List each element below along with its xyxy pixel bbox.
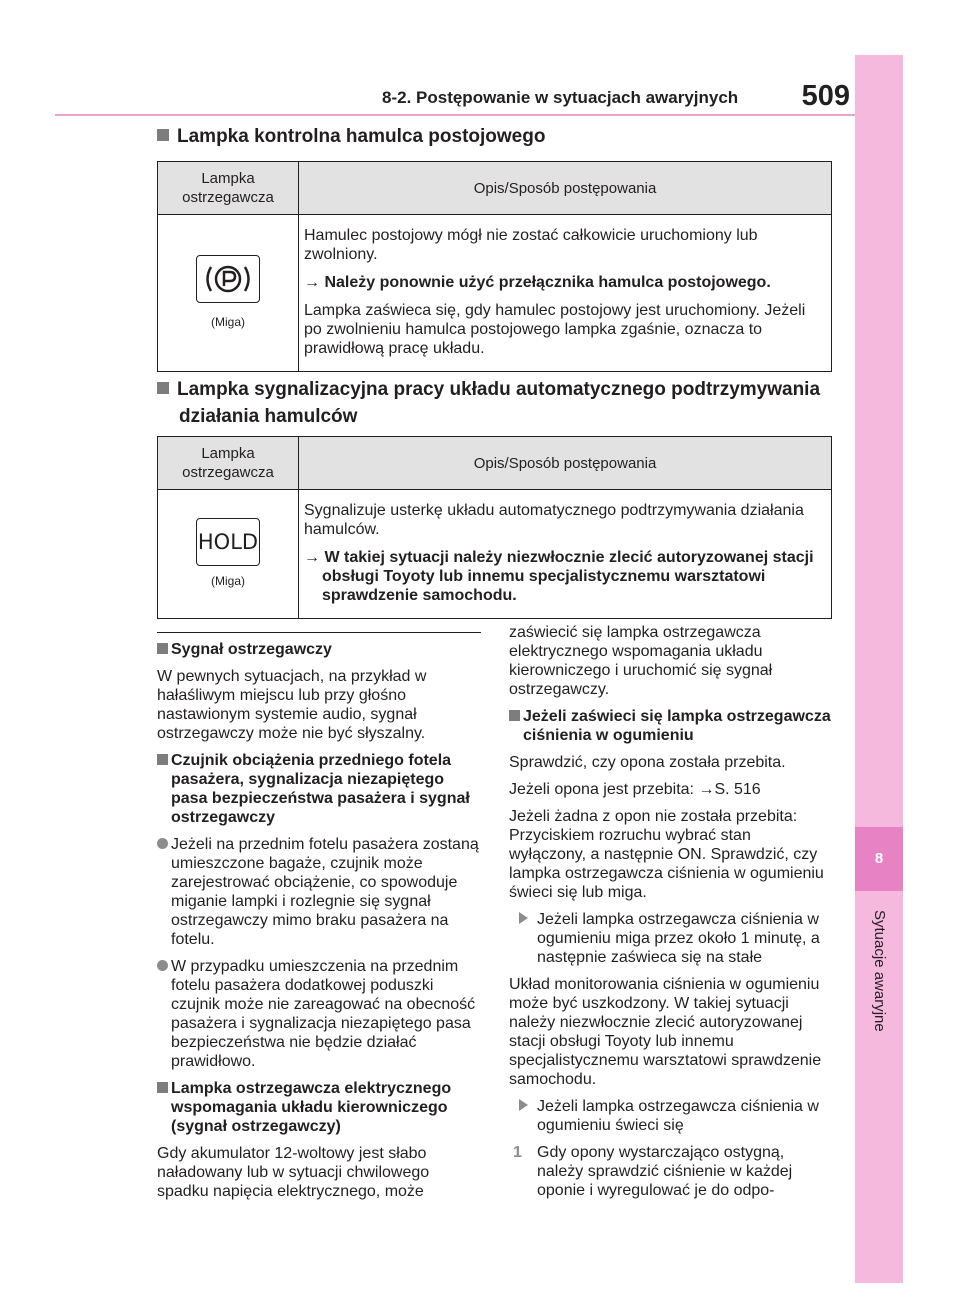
section2-heading: Lampka sygnalizacyjna pracy układu automatycznego podtrzymywania działania hamulców xyxy=(157,376,832,430)
brake-hold-table xyxy=(157,436,832,619)
round-bullet-icon xyxy=(157,838,168,849)
description-cell xyxy=(299,490,832,619)
paragraph: Gdy akumulator 12-woltowy jest słabo naładowany lub w sytuacji chwilowego spadku napięcia elektrycznego, może xyxy=(157,1145,430,1200)
subheading: Lampka ostrzegawcza elektrycznego wspomagania układu kierowniczego (sygnał ostrzegawczy) xyxy=(157,1079,481,1136)
icon-caption: (Miga) xyxy=(210,314,245,329)
paragraph: Sprawdzić, czy opona została przebita. xyxy=(509,754,786,771)
warning-light-cell xyxy=(158,215,299,372)
round-bullet-icon xyxy=(157,960,168,971)
square-bullet-icon xyxy=(509,710,520,721)
brake-hold-icon: HOLD xyxy=(196,518,260,566)
page-header xyxy=(360,80,850,116)
paragraph: Jeżeli żadna z opon nie została przebita: Przyciskiem rozruchu wybrać stan wyłączony, a następnie ON. Sprawdzić, czy lampka ostrzegawcza ciśnienia w ogumieniu świeci się lub miga. xyxy=(509,808,824,901)
step-number: 1 xyxy=(513,1144,522,1161)
square-bullet-icon xyxy=(157,1082,168,1093)
section1-heading: Lampka kontrolna hamulca postojowego xyxy=(157,123,827,150)
subheading: Sygnał ostrzegawczy xyxy=(157,640,481,659)
chapter-tab-label: Sytuacje awaryjne xyxy=(871,910,888,1032)
action-text: → W takiej sytuacji należy niezwłocznie zlecić autoryzowanej stacji obsługi Toyoty lub innemu specjalistycznemu warsztatowi sprawdzenie samochodu. xyxy=(304,549,814,604)
square-bullet-icon xyxy=(157,382,169,394)
bullet-item: W przypadku umieszczenia na przednim fotelu pasażera dodatkowej poduszki czujnik może nie zareagować na obecność pasażera i sygnalizacja niezapiętego pasa bezpieczeństwa nie będzie działać prawidłowo. xyxy=(157,957,481,1071)
chapter-tab-strip xyxy=(855,55,903,1283)
left-column xyxy=(157,640,481,1209)
table-header-light: Lampka ostrzegawcza xyxy=(158,162,299,215)
table-header-description: Opis/Sposób postępowania xyxy=(299,437,832,490)
bullet-item: Jeżeli na przednim fotelu pasażera zostaną umieszczone bagaże, czujnik może zarejestrować obciążenie, co spowoduje miganie lampki i rozlegnie się sygnał ostrzegawczy mimo braku pasażera na fotelu. xyxy=(157,835,481,949)
right-column xyxy=(509,623,832,1208)
triangle-bullet-icon xyxy=(519,1099,528,1111)
description-text: Lampka zaświeca się, gdy hamulec postojowy jest uruchomiony. Jeżeli po zwolnieniu hamulca postojowego lampka zgaśnie, oznacza to prawidłową pracę układu. xyxy=(304,302,806,357)
condition-item: Jeżeli lampka ostrzegawcza ciśnienia w ogumieniu miga przez około 1 minutę, a następnie zaświeca się na stałe xyxy=(509,910,832,967)
subheading: Czujnik obciążenia przedniego fotela pasażera, sygnalizacja niezapiętego pasa bezpieczeństwa pasażera i sygnał ostrzegawczy xyxy=(157,751,481,827)
page-reference[interactable]: Jeżeli opona jest przebita: →S. 516 xyxy=(509,781,761,798)
paragraph: Układ monitorowania ciśnienia w ogumieniu może być uszkodzony. W takiej sytuacji należy niezwłocznie zlecić autoryzowanej stacji obsługi Toyoty lub innemu specjalistycznemu warsztatowi sprawdzenie samochodu. xyxy=(509,976,822,1088)
paragraph: W pewnych sytuacjach, na przykład w hałaśliwym miejscu lub przy głośno nastawionym systemie audio, sygnał ostrzegawczy może nie być słyszalny. xyxy=(157,668,427,742)
description-text: Hamulec postojowy mógł nie zostać całkowicie uruchomiony lub zwolniony. xyxy=(304,227,758,263)
header-rule xyxy=(55,114,855,116)
paragraph: zaświecić się lampka ostrzegawcza elektrycznego wspomagania układu kierowniczego i uruchomić się sygnał ostrzegawczy. xyxy=(509,624,773,698)
section-title: 8-2. Postępowanie w sytuacjach awaryjnych xyxy=(382,88,739,107)
parking-brake-icon xyxy=(196,255,260,303)
page-number: 509 xyxy=(801,80,850,112)
description-text: Sygnalizuje usterkę układu automatycznego podtrzymywania działania hamulców. xyxy=(304,502,804,538)
description-cell xyxy=(299,215,832,372)
parking-brake-table xyxy=(157,161,832,372)
condition-item: Jeżeli lampka ostrzegawcza ciśnienia w ogumieniu świeci się xyxy=(509,1097,832,1135)
warning-light-cell xyxy=(158,490,299,619)
square-bullet-icon xyxy=(157,754,168,765)
square-bullet-icon xyxy=(157,643,168,654)
table-header-description: Opis/Sposób postępowania xyxy=(299,162,832,215)
triangle-bullet-icon xyxy=(519,912,528,924)
table-header-light: Lampka ostrzegawcza xyxy=(158,437,299,490)
subheading: Jeżeli zaświeci się lampka ostrzegawcza ciśnienia w ogumieniu xyxy=(509,707,832,745)
icon-caption: (Miga) xyxy=(210,573,245,588)
square-bullet-icon xyxy=(157,129,169,141)
numbered-step: 1 Gdy opony wystarczająco ostygną, należy sprawdzić ciśnienie w każdej oponie i wyregulować je do odpo- xyxy=(513,1144,793,1199)
action-text: → Należy ponownie użyć przełącznika hamulca postojowego. xyxy=(304,274,771,291)
chapter-tab-number[interactable]: 8 xyxy=(855,827,903,891)
column-divider xyxy=(157,632,481,633)
